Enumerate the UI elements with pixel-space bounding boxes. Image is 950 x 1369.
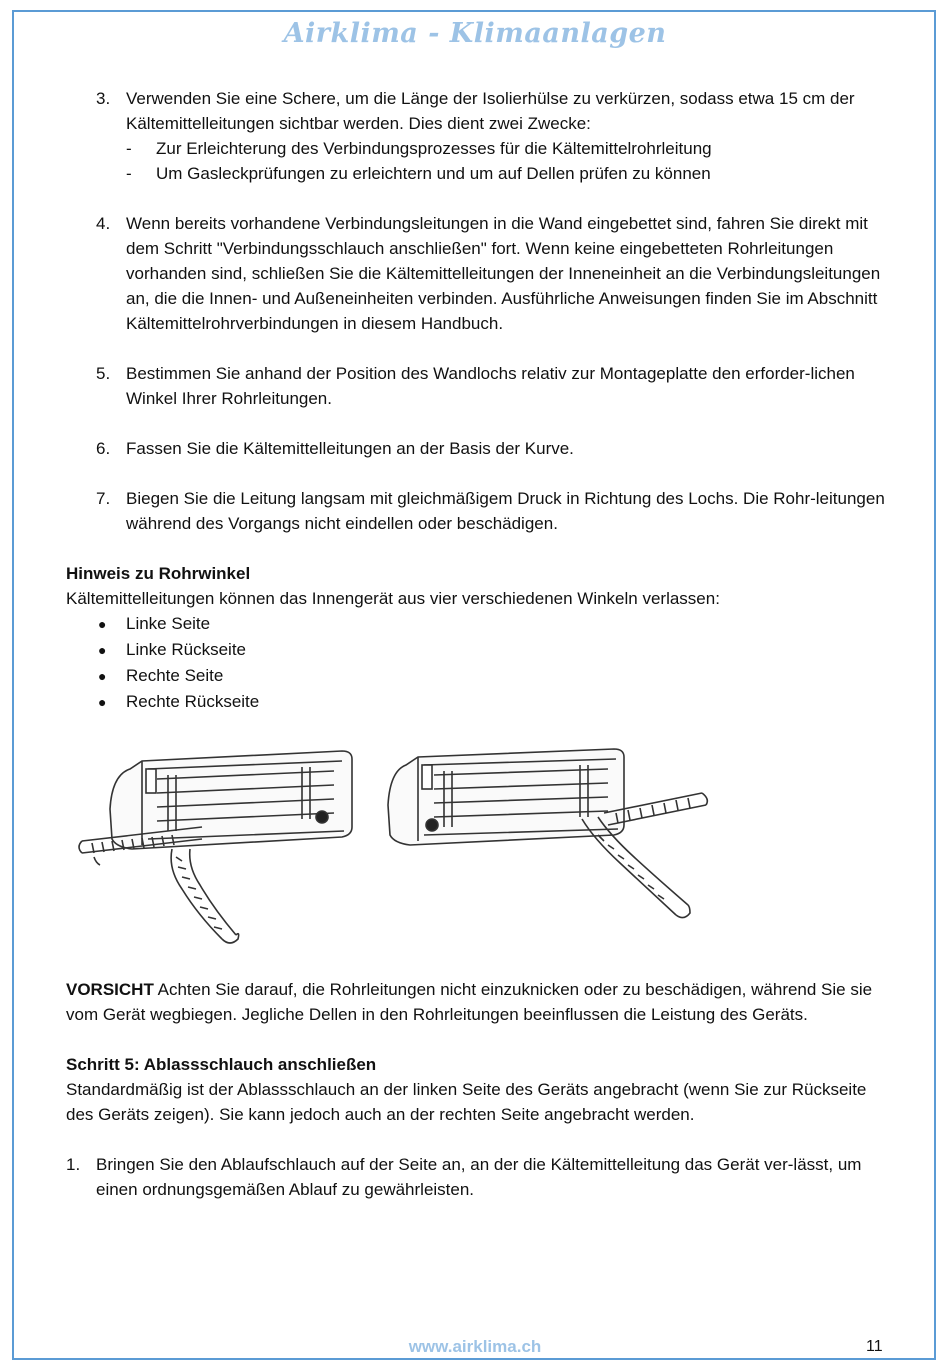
list-item <box>66 663 886 689</box>
pipe-angle-intro: Kältemittelleitungen können das Innengerät aus vier verschiedenen Winkeln verlassen: <box>66 589 720 608</box>
header-title: Airklima - Klimaanlagen <box>283 18 667 49</box>
step-text: Biegen Sie die Leitung langsam mit gleichmäßigem Druck in Richtung des Lochs. Die Rohr-leitungen während des Vorgangs nicht eindellen oder beschädigen. <box>126 489 885 533</box>
indoor-unit-left-pipes-illustration <box>72 739 362 949</box>
step-item-7 <box>66 486 886 536</box>
list-item-text: Linke Seite <box>126 614 211 633</box>
step5-intro: Standardmäßig ist der Ablassschlauch an der linken Seite des Geräts angebracht (wenn Sie zur Rückseite des Geräts zeigen). Sie kann jedoch auch an der rechten Seite angebracht werden. <box>66 1080 867 1124</box>
list-item <box>126 136 886 161</box>
caution-label: VORSICHT <box>66 980 154 999</box>
list-item <box>66 611 886 637</box>
step-text: Verwenden Sie eine Schere, um die Länge der Isolierhülse zu verkürzen, sodass etwa 15 cm der Kältemittelleitungen sichtbar werden. Dies dient zwei Zwecke: <box>126 89 855 133</box>
step-number: 5. <box>96 364 111 383</box>
caution-text: Achten Sie darauf, die Rohrleitungen nicht einzuknicken oder zu beschädigen, während Sie sie vom Gerät wegbiegen. Jegliche Dellen in den Rohrleitungen beeinflussen die Leistung des Geräts. <box>66 980 873 1024</box>
step-text: Bringen Sie den Ablaufschlauch auf der Seite an, an der die Kältemittelleitung das Gerät ver-lässt, um einen ordnungsgemäßen Ablauf zu gewährleisten. <box>96 1155 862 1199</box>
bullet-icon: ● <box>98 642 107 658</box>
indoor-unit-right-pipes-illustration <box>384 739 714 949</box>
step-text: Wenn bereits vorhandene Verbindungsleitungen in die Wand eingebettet sind, fahren Sie direkt mit dem Schritt "Verbindungsschlauch anschließen" fort. Wenn keine eingebetteten Rohrleitungen vorhanden sind, schließen Sie die Kältemittelleitungen der Inneneinheit an die Verbindungsleitungen an, die die Innen- und Außeneinheiten verbinden. Ausführliche Anweisungen finden Sie im Abschnitt Kältemittelrohrverbindungen in diesem Handbuch. <box>126 214 881 333</box>
pipe-angle-heading: Hinweis zu Rohrwinkel <box>66 564 251 583</box>
step-text: Fassen Sie die Kältemittelleitungen an der Basis der Kurve. <box>126 439 574 458</box>
step-number: 6. <box>96 439 111 458</box>
page-content <box>66 86 886 1202</box>
step-item-5 <box>66 361 886 411</box>
dash-marker: - <box>126 164 132 183</box>
purpose-list <box>126 136 886 186</box>
step-item-3 <box>66 86 886 186</box>
step-number: 3. <box>96 89 111 108</box>
step-number: 4. <box>96 214 111 233</box>
list-item <box>66 689 886 715</box>
list-item <box>66 637 886 663</box>
list-item-text: Um Gasleckprüfungen zu erleichtern und um auf Dellen prüfen zu können <box>156 164 711 183</box>
step5-heading: Schritt 5: Ablassschlauch anschließen <box>66 1055 377 1074</box>
bullet-icon: ● <box>98 616 107 632</box>
step-item-6 <box>66 436 886 461</box>
pipe-angle-list <box>66 611 886 715</box>
step-number: 1. <box>66 1155 81 1174</box>
page-number: 11 <box>866 1338 883 1355</box>
footer-url: www.airklima.ch <box>408 1337 542 1356</box>
list-item-text: Zur Erleichterung des Verbindungsprozesses für die Kältemittelrohrleitung <box>156 139 712 158</box>
dash-marker: - <box>126 139 132 158</box>
step-text: Bestimmen Sie anhand der Position des Wandlochs relativ zur Montageplatte den erforder-lichen Winkel Ihrer Rohrleitungen. <box>126 364 855 408</box>
bullet-icon: ● <box>98 694 107 710</box>
list-item <box>126 161 886 186</box>
step-item-4 <box>66 211 886 336</box>
pipe-angle-figure <box>66 739 886 959</box>
bullet-icon: ● <box>98 668 107 684</box>
list-item-text: Rechte Seite <box>126 666 224 685</box>
list-item-text: Linke Rückseite <box>126 640 247 659</box>
caution-note <box>66 977 886 1027</box>
step-number: 7. <box>96 489 111 508</box>
drain-step-item-1 <box>66 1152 886 1202</box>
list-item-text: Rechte Rückseite <box>126 692 260 711</box>
